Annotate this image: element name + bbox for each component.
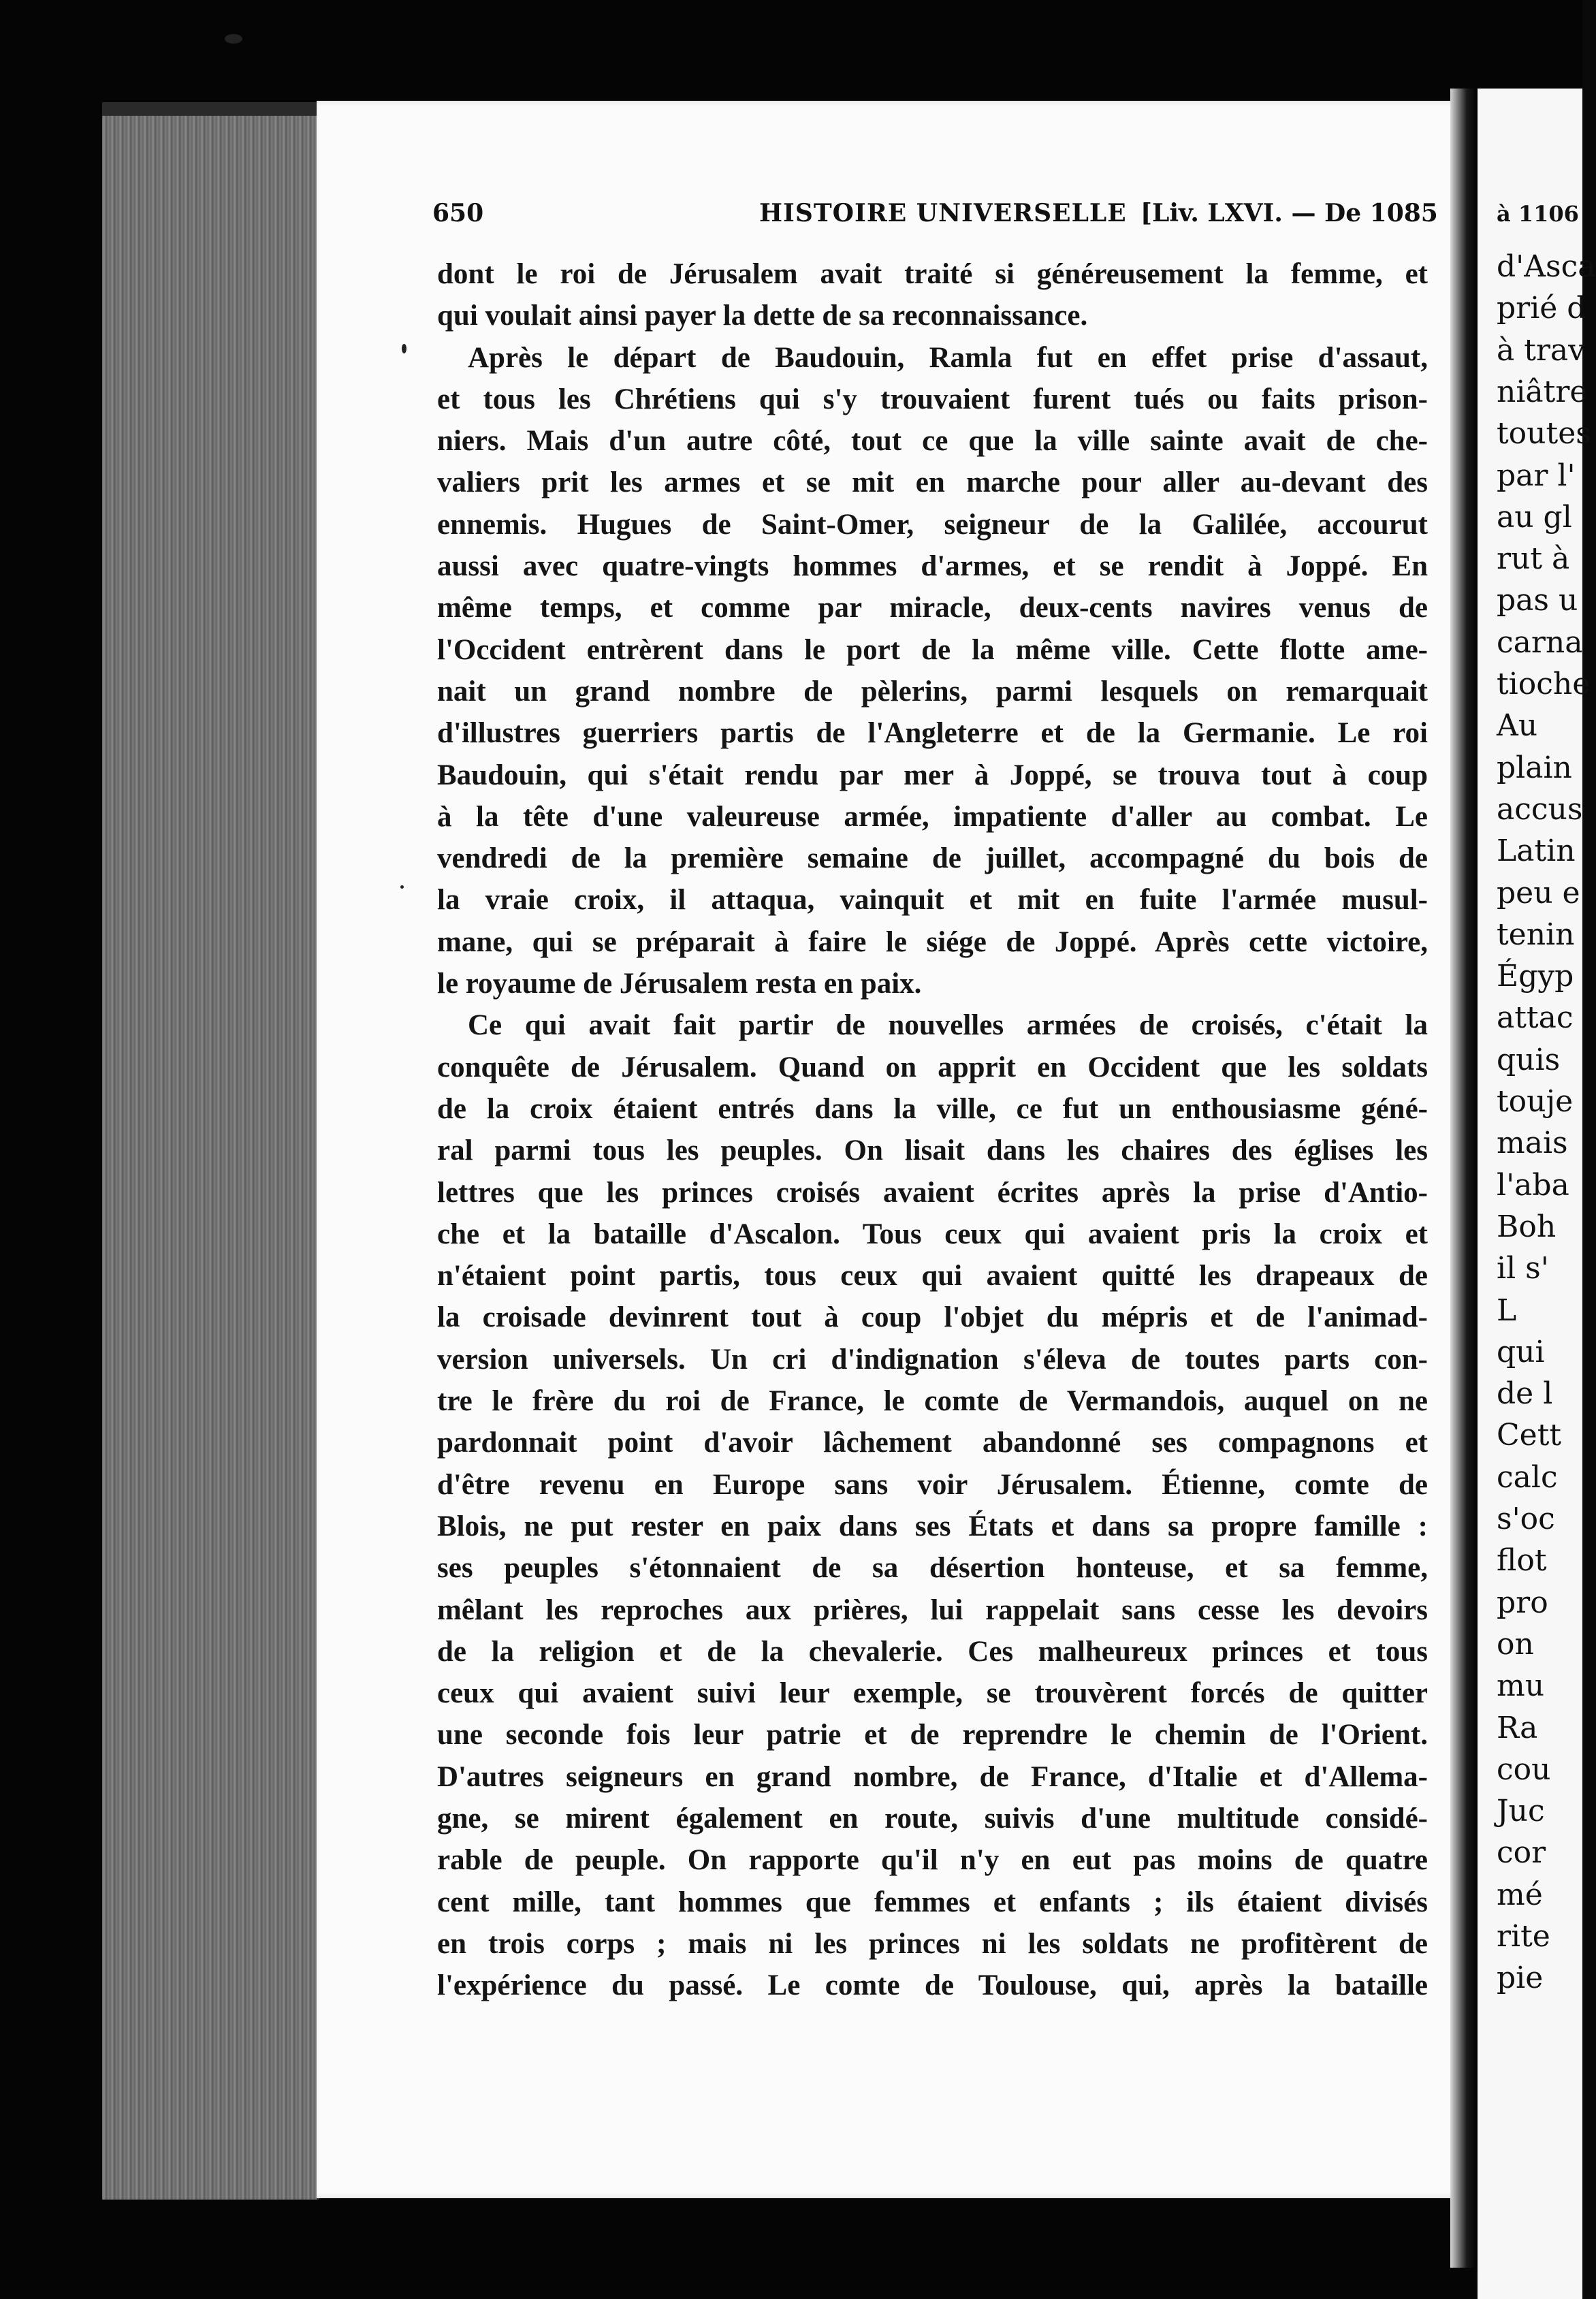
text-line: Baudouin, qui s'était rendu par mer à Joppé, se trouva tout à coup [437, 759, 1428, 791]
facing-page-line: prié d [1497, 291, 1586, 326]
running-section: [Liv. LXVI. — De 1085 [1140, 199, 1438, 227]
text-line: cent mille, tant hommes que femmes et enfants ; ils étaient divisés [437, 1886, 1428, 1918]
text-line: aussi avec quatre-vingts hommes d'armes, et se rendit à Joppé. En [437, 550, 1428, 583]
text-line: ceux qui avaient suivi leur exemple, se trouvèrent forcés de quitter [437, 1677, 1428, 1710]
facing-page-line: tioche [1497, 667, 1591, 701]
facing-page-line: à trav [1497, 332, 1586, 368]
facing-page-line: pro [1497, 1585, 1548, 1620]
text-line: mane, qui se préparait à faire le siége de Joppé. Après cette victoire, [437, 925, 1428, 958]
text-line: même temps, et comme par miracle, deux-cents navires venus de [437, 592, 1428, 624]
scan-speck [400, 885, 404, 889]
facing-page-line: au gl [1497, 499, 1572, 535]
text-line: pardonnait point d'avoir lâchement abandonné ses compagnons et [437, 1427, 1428, 1459]
facing-page-line: Au [1497, 708, 1538, 744]
facing-page-line: l'aba [1497, 1167, 1569, 1203]
facing-page-line: toutes [1497, 416, 1591, 451]
facing-page-line: cou [1497, 1751, 1551, 1787]
text-line: Blois, ne put rester en paix dans ses États et dans sa propre famille : [437, 1510, 1428, 1542]
text-line: l'Occident entrèrent dans le port de la même ville. Cette flotte ame- [437, 633, 1428, 666]
book-page-edges [102, 116, 319, 2200]
facing-page-line: par l' [1497, 458, 1576, 493]
text-line: de la croix étaient entrés dans la ville, ce fut un enthousiasme géné- [437, 1092, 1428, 1125]
text-line: l'expérience du passé. Le comte de Toulouse, qui, après la bataille [437, 1969, 1428, 2002]
facing-page-line: rite [1497, 1919, 1550, 1954]
text-line: vendredi de la première semaine de juillet, accompagné du bois de [437, 842, 1428, 875]
running-head [432, 199, 1438, 232]
facing-page-line: pas u [1497, 583, 1578, 618]
facing-page-line: attac [1497, 1000, 1574, 1036]
facing-page-line: on [1497, 1626, 1534, 1662]
book-gutter [1450, 89, 1478, 2268]
facing-page-line: qui [1497, 1334, 1545, 1369]
text-line: de la religion et de la chevalerie. Ces malheureux princes et tous [437, 1635, 1428, 1668]
facing-page-line: Latin [1497, 834, 1576, 869]
facing-page-line: s'oc [1497, 1502, 1555, 1536]
text-line: tre le frère du roi de France, le comte de Vermandois, auquel on ne [437, 1385, 1428, 1418]
text-line: gne, se mirent également en route, suivis d'une multitude considé- [437, 1802, 1428, 1835]
facing-page-line: touje [1497, 1084, 1574, 1119]
facing-page-line: quis [1497, 1042, 1561, 1077]
page-number: 650 [432, 199, 484, 227]
facing-page-line: L [1497, 1293, 1517, 1328]
text-line: nait un grand nombre de pèlerins, parmi lesquels on remarquait [437, 675, 1428, 708]
text-line: Ce qui avait fait partir de nouvelles armées de croisés, c'était la [468, 1009, 1428, 1042]
text-line: Après le départ de Baudouin, Ramla fut en effet prise d'assaut, [468, 341, 1428, 374]
text-line: le royaume de Jérusalem resta en paix. [437, 968, 922, 1000]
text-line: une seconde fois leur patrie et de reprendre le chemin de l'Orient. [437, 1719, 1428, 1751]
text-line: ses peuples s'étonnaient de sa désertion honteuse, et sa femme, [437, 1552, 1428, 1585]
facing-page-line: il s' [1497, 1251, 1549, 1286]
facing-page-line: flot [1497, 1543, 1547, 1579]
text-line: version universels. Un cri d'indignation s'éleva de toutes parts con- [437, 1343, 1428, 1376]
text-line: ennemis. Hugues de Saint-Omer, seigneur de la Galilée, accourut [437, 508, 1428, 541]
facing-page-line: carna [1497, 624, 1583, 660]
text-line: conquête de Jérusalem. Quand on apprit en Occident que les soldats [437, 1051, 1428, 1083]
facing-page-line: accus [1497, 791, 1583, 827]
text-line: qui voulait ainsi payer la dette de sa reconnaissance. [437, 300, 1088, 332]
facing-page-line: Boh [1497, 1209, 1557, 1244]
facing-page-line: tenin [1497, 917, 1575, 952]
facing-page-line: de l [1497, 1376, 1553, 1412]
facing-page-line: Égyp [1497, 959, 1574, 994]
text-line: la vraie croix, il attaqua, vainquit et mit en fuite l'armée musul- [437, 884, 1428, 917]
text-line: D'autres seigneurs en grand nombre, de France, d'Italie et d'Allema- [437, 1760, 1428, 1793]
text-line: niers. Mais d'un autre côté, tout ce que la ville sainte avait de che- [437, 425, 1428, 458]
facing-page-line: plain [1497, 750, 1572, 785]
facing-page-line: calc [1497, 1459, 1558, 1495]
facing-page-line: rut à [1497, 541, 1570, 577]
text-line: d'être revenu en Europe sans voir Jérusalem. Étienne, comte de [437, 1468, 1428, 1501]
text-line: d'illustres guerriers partis de l'Angleterre et de la Germanie. Le roi [437, 717, 1428, 750]
text-line: valiers prit les armes et se mit en marche pour aller au-devant des [437, 466, 1428, 499]
body-text [437, 253, 1428, 2006]
facing-page-line: niâtre [1497, 374, 1588, 409]
facing-page-header: à 1106 [1497, 201, 1579, 227]
facing-page-line: Cett [1497, 1418, 1562, 1453]
facing-page-line: d'Asca [1497, 249, 1596, 284]
facing-page-line: Juc [1497, 1794, 1545, 1829]
scan-speck [225, 34, 242, 44]
text-line: dont le roi de Jérusalem avait traité si généreusement la femme, et [437, 258, 1428, 290]
text-line: la croisade devinrent tout à coup l'objet du mépris et de l'animad- [437, 1301, 1428, 1334]
text-line: mêlant les reproches aux prières, lui rappelait sans cesse les devoirs [437, 1594, 1428, 1626]
scan-speck [402, 344, 406, 353]
facing-page-line: peu e [1497, 875, 1580, 910]
facing-page [1478, 89, 1596, 2299]
facing-page-line: Ra [1497, 1710, 1538, 1745]
text-line: en trois corps ; mais ni les princes ni les soldats ne profitèrent de [437, 1927, 1428, 1960]
text-line: et tous les Chrétiens qui s'y trouvaient furent tués ou faits prison- [437, 383, 1428, 415]
facing-page-line: mu [1497, 1668, 1545, 1704]
text-line: lettres que les princes croisés avaient écrites après la prise d'Antio- [437, 1176, 1428, 1209]
facing-page-line: cor [1497, 1835, 1546, 1871]
facing-page-line: mais [1497, 1126, 1568, 1161]
facing-page-line: mé [1497, 1877, 1543, 1912]
text-line: rable de peuple. On rapporte qu'il n'y en eut pas moins de quatre [437, 1844, 1428, 1877]
text-line: n'étaient point partis, tous ceux qui avaient quitté les drapeaux de [437, 1260, 1428, 1293]
facing-page-line: pie [1497, 1961, 1544, 1996]
text-line: à la tête d'une valeureuse armée, impatiente d'aller au combat. Le [437, 800, 1428, 833]
text-line: ral parmi tous les peuples. On lisait dans les chaires des églises les [437, 1135, 1428, 1167]
text-line: che et la bataille d'Ascalon. Tous ceux qui avaient pris la croix et [437, 1218, 1428, 1250]
running-title: HISTOIRE UNIVERSELLE [759, 199, 1127, 227]
